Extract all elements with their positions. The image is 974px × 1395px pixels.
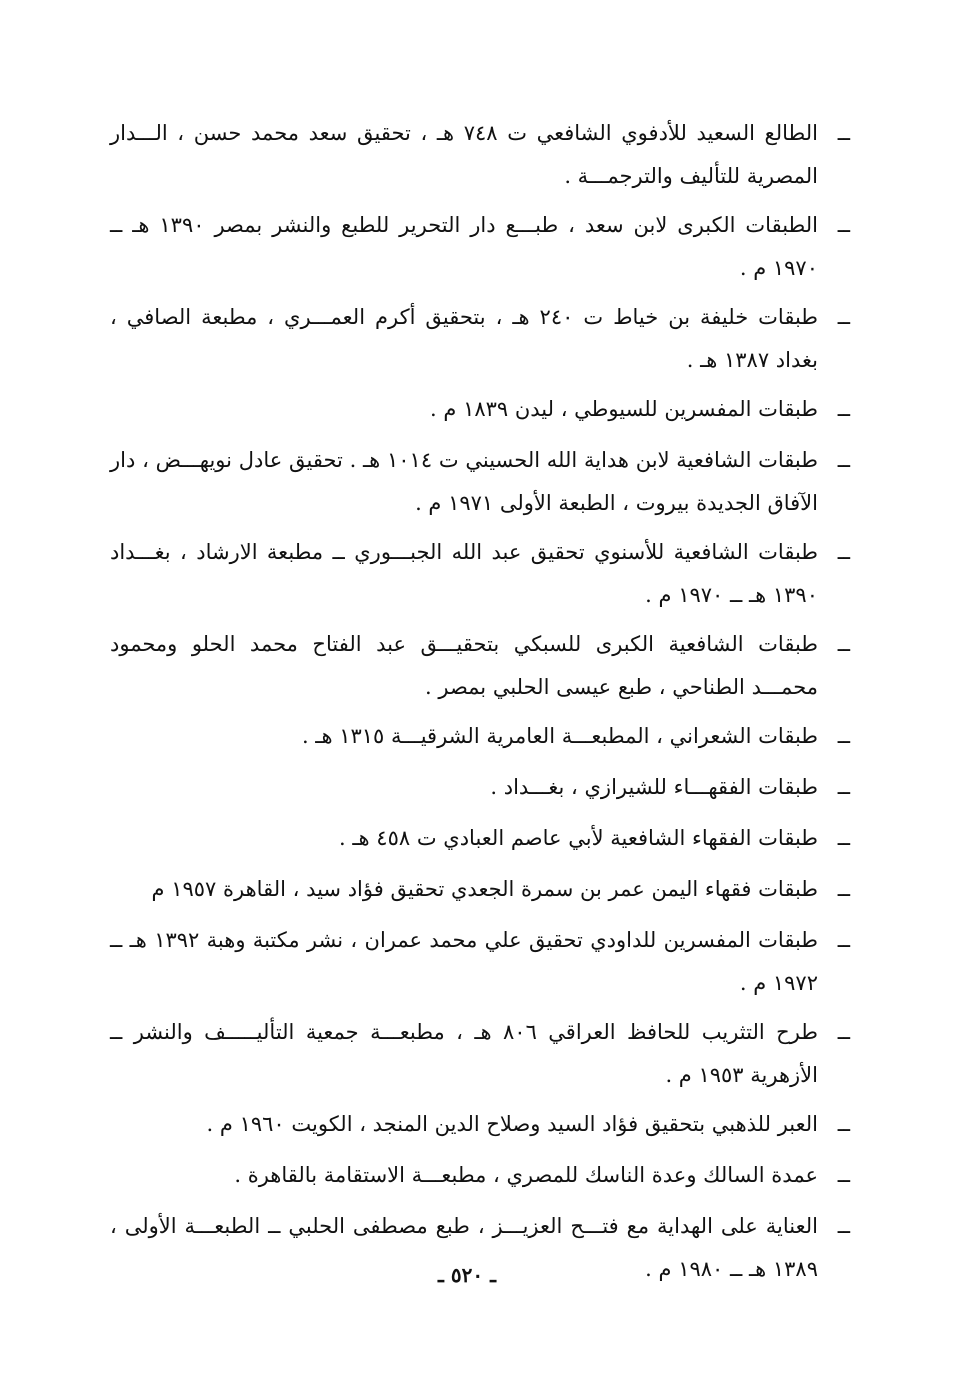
- entry-text: طرح التثريب للحافظ العراقي ٨٠٦ هـ ، مطبعـــة جمعية التأليـــــف والنشر ــ الأزهرية ١٩٥٣ م .: [110, 1020, 818, 1087]
- entry-text: عمدة السالك وعدة الناسك للمصري ، مطبعـــة الاستقامة بالقاهرة .: [234, 1163, 818, 1187]
- entry-text: طبقات الشافعية الكبرى للسبكي بتحقيـــق عبد الفتاح محمد الحلو ومحمود محمـــد الطناحي ، طبع عيسى الحلبي بمصر .: [110, 632, 818, 699]
- bibliography-entry: [110, 623, 850, 709]
- bibliography-entry: [110, 1103, 850, 1146]
- bibliography-entry: [110, 439, 850, 525]
- entry-dash: ــ: [837, 877, 850, 901]
- entry-dash: ــ: [837, 1214, 850, 1238]
- entry-text: طبقات المفسرين للسيوطي ، ليدن ١٨٣٩ م .: [430, 397, 818, 421]
- entry-dash: ــ: [837, 213, 850, 237]
- bibliography-entry: [110, 1154, 850, 1197]
- entry-dash: ــ: [837, 305, 850, 329]
- bibliography-entry: [110, 296, 850, 382]
- entry-text: الطالع السعيد للأدفوي الشافعي ت ٧٤٨ هـ ، تحقيق سعد محمد حسن ، الـــدار المصرية للتأليف والترجمـــة .: [110, 121, 818, 188]
- entry-dash: ــ: [837, 121, 850, 145]
- entry-text: طبقات الفقهاء الشافعية لأبي عاصم العبادي ت ٤٥٨ هـ .: [339, 826, 818, 850]
- entry-dash: ــ: [837, 724, 850, 748]
- entry-text: طبقات الشافعية لابن هداية الله الحسيني ت ١٠١٤ هـ . تحقيق عادل نويهـــض ، دار الآفاق الجديدة بيروت ، الطبعة الأولى ١٩٧١ م .: [110, 448, 818, 515]
- bibliography-entry: [110, 868, 850, 911]
- entry-dash: ــ: [837, 826, 850, 850]
- bibliography-entry: [110, 715, 850, 758]
- entry-dash: ــ: [837, 448, 850, 472]
- bibliography-entry: [110, 817, 850, 860]
- bibliography-entry: [110, 766, 850, 809]
- bibliography-entry: [110, 531, 850, 617]
- entry-dash: ــ: [837, 1163, 850, 1187]
- page-number: ـ ٥٢٠ ـ: [438, 1263, 496, 1287]
- entry-dash: ــ: [837, 540, 850, 564]
- entry-text: طبقات الشافعية للأسنوي تحقيق عبد الله الجبـــوري ــ مطبعة الارشاد ، بغـــداد ١٣٩٠ هـ ــ ١٩٧٠ م .: [110, 540, 818, 607]
- entry-text: طبقات فقهاء اليمن عمر بن سمرة الجعدي تحقيق فؤاد سيد ، القاهرة ١٩٥٧ م: [151, 877, 818, 901]
- entry-text: العناية على الهداية مع فتـــح العزيـــز ، طبع مصطفى الحلبي ــ الطبعـــة الأولى ، ١٣٨٩ هـ ــ ١٩٨٠ م .: [110, 1214, 818, 1281]
- entry-text: العبر للذهبي بتحقيق فؤاد السيد وصلاح الدين المنجد ، الكويت ١٩٦٠ م .: [206, 1112, 818, 1136]
- bibliography-entry: [110, 112, 850, 198]
- entry-dash: ــ: [837, 397, 850, 421]
- entry-dash: ــ: [837, 1020, 850, 1044]
- entry-dash: ــ: [837, 928, 850, 952]
- entry-text: طبقات المفسرين للداودي تحقيق علي محمد عمران ، نشر مكتبة وهبة ١٣٩٢ هـ ــ ١٩٧٢ م .: [110, 928, 818, 995]
- bibliography-list: [110, 112, 850, 1297]
- entry-text: طبقات الشعراني ، المطبعـــة العامرية الشرقيـــة ١٣١٥ هـ .: [301, 724, 818, 748]
- entry-dash: ــ: [837, 775, 850, 799]
- bibliography-entry: [110, 204, 850, 290]
- bibliography-entry: [110, 1011, 850, 1097]
- entry-dash: ــ: [837, 1112, 850, 1136]
- entry-text: طبقات خليفة بن خياط ت ٢٤٠ هـ ، بتحقيق أكرم العمـــري ، مطبعة الصافي ، بغداد ١٣٨٧ هـ .: [110, 305, 819, 372]
- bibliography-entry: [110, 919, 850, 1005]
- entry-text: طبقات الفقهـــاء للشيرازي ، بغـــداد .: [490, 775, 818, 799]
- entry-text: الطبقات الكبرى لابن سعد ، طبـــع دار التحرير للطبع والنشر بمصر ١٣٩٠ هـ ــ ١٩٧٠ م .: [110, 213, 818, 280]
- bibliography-entry: [110, 388, 850, 431]
- entry-dash: ــ: [837, 632, 850, 656]
